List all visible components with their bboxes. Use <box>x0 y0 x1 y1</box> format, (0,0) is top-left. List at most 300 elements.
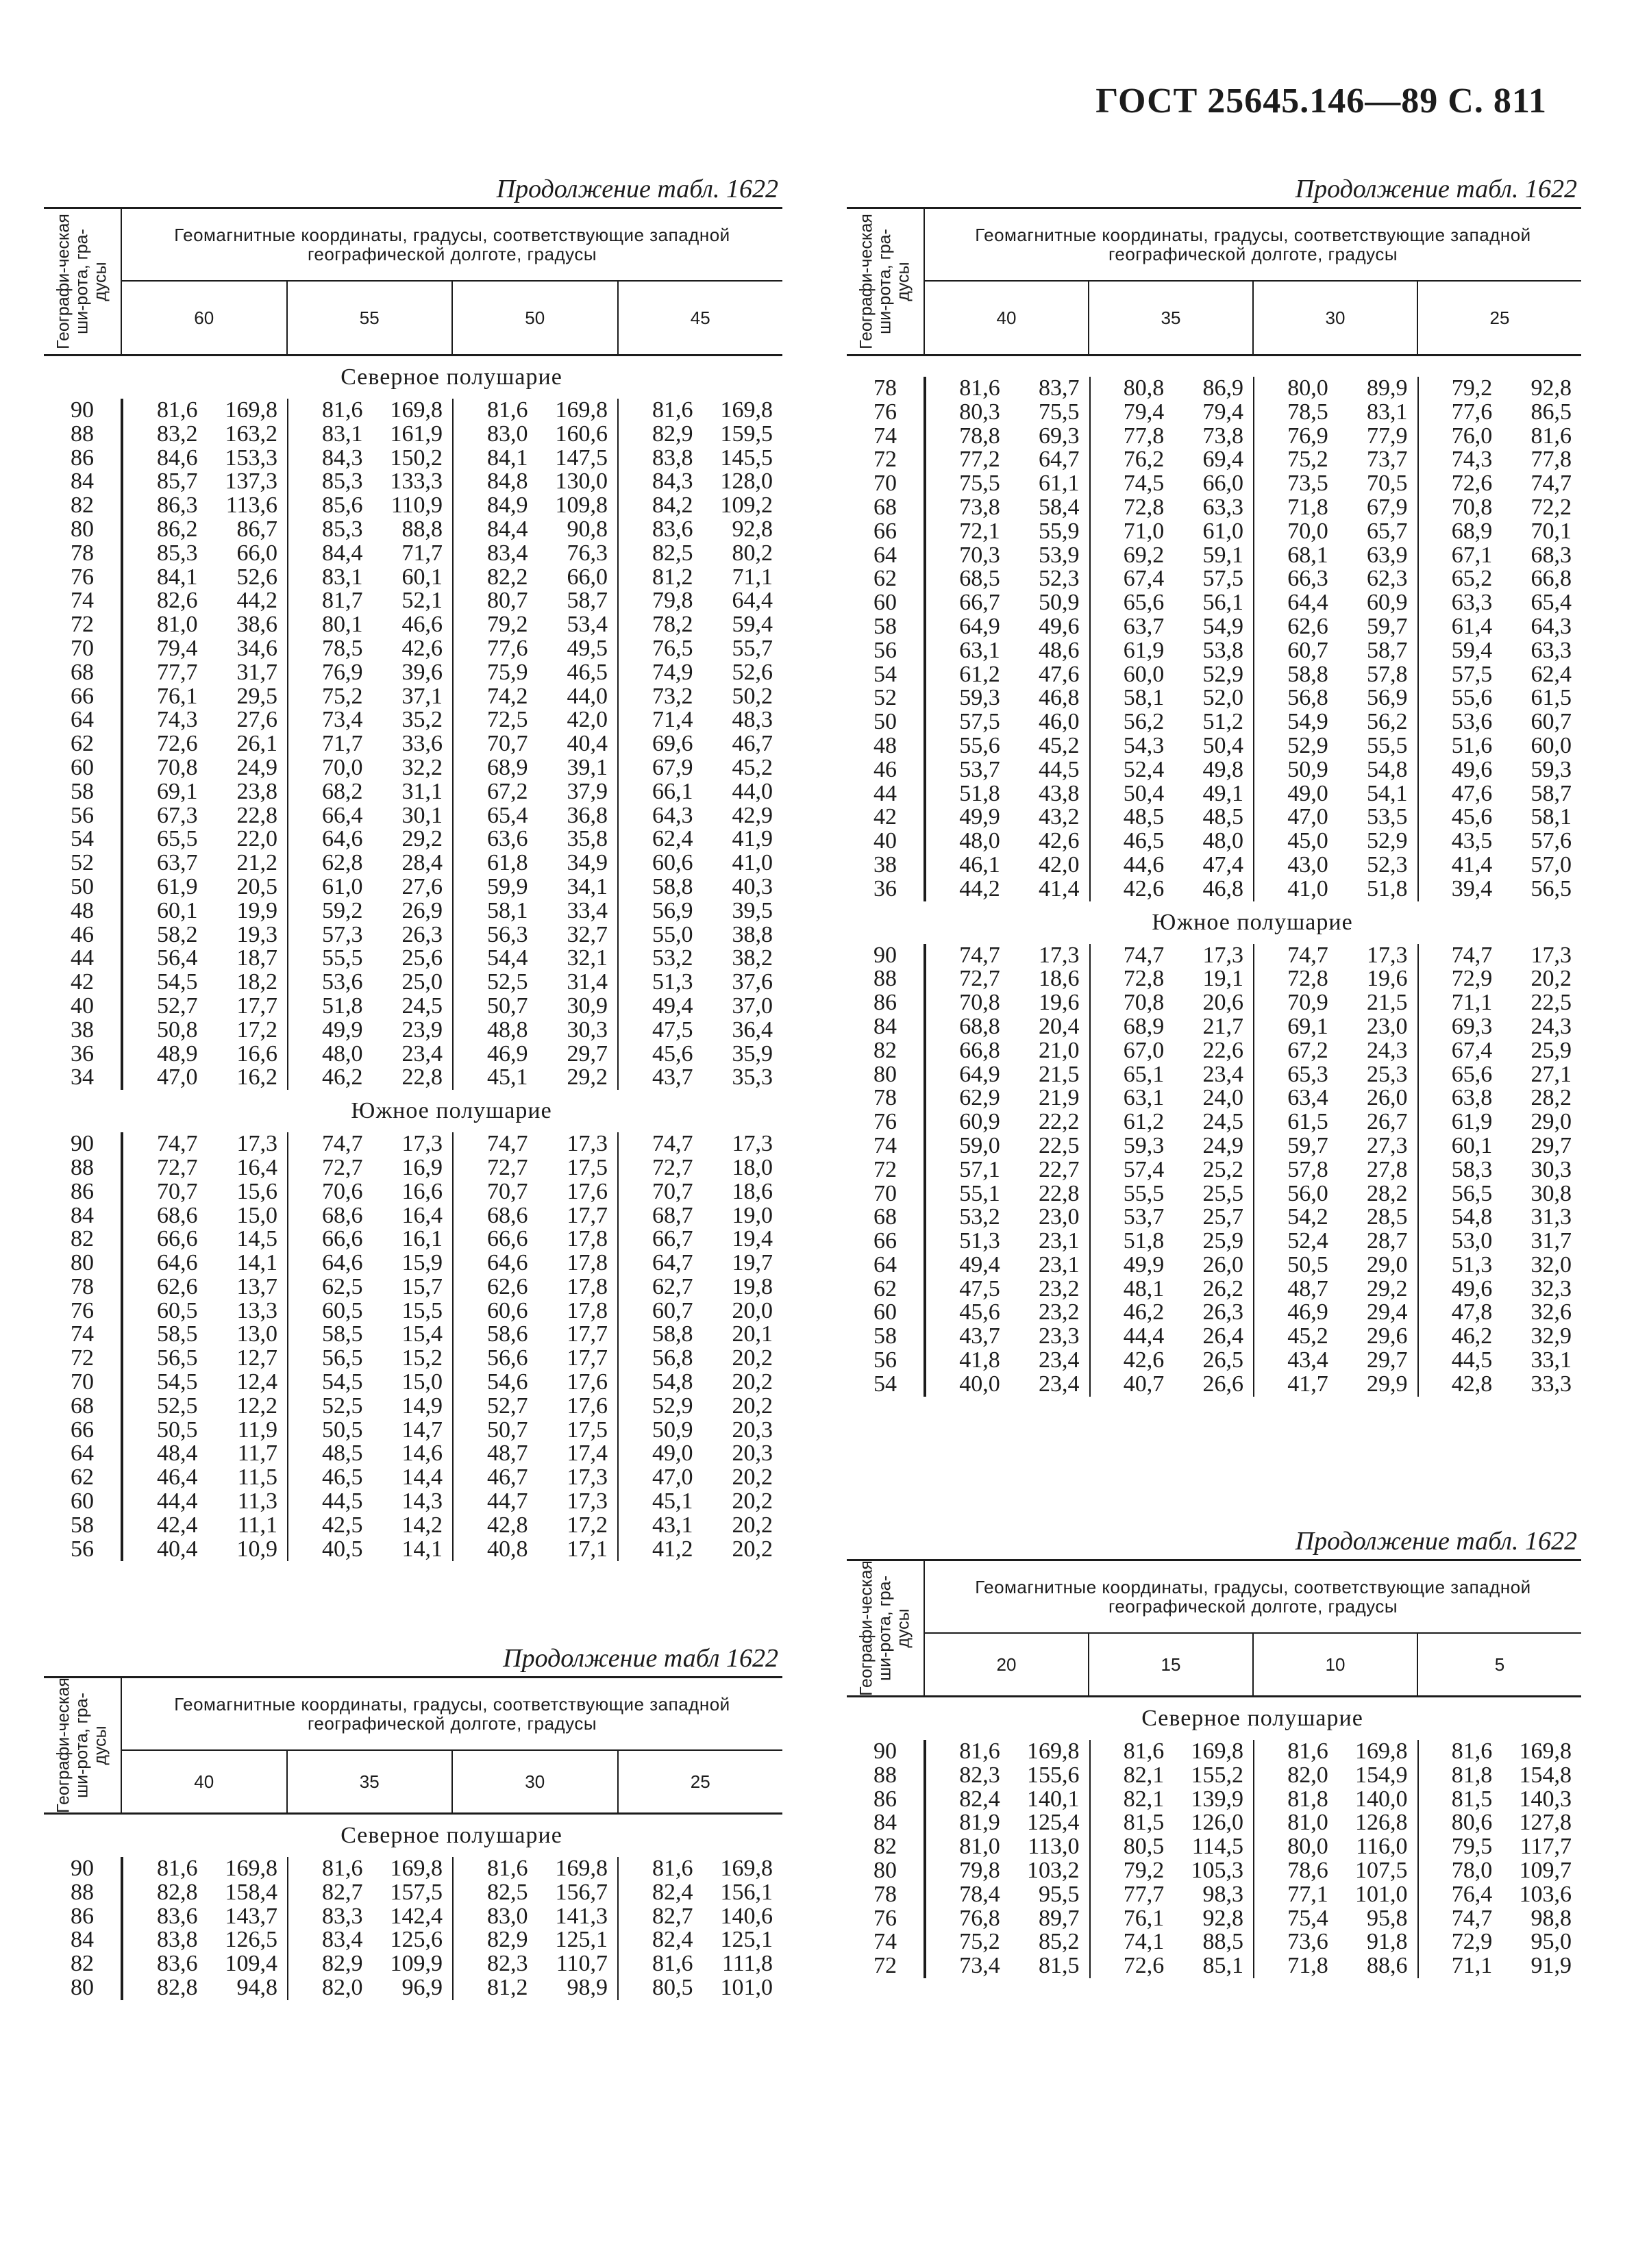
value-cell: 45,6 <box>652 1040 693 1067</box>
value-cell: 56,2 <box>1367 709 1408 735</box>
value-cell: 82,4 <box>959 1786 1000 1812</box>
value-cell: 82,0 <box>322 1974 363 2000</box>
value-cell: 58,6 <box>487 1321 528 1347</box>
value-cell: 56,1 <box>1202 590 1243 616</box>
latitude-header-cell <box>44 209 122 354</box>
value-cell: 53,4 <box>567 612 608 638</box>
value-column-40 <box>925 944 1089 1397</box>
latitude-cell: 80 <box>71 1974 94 2000</box>
value-cell: 45,1 <box>652 1488 693 1515</box>
value-cell: 82,8 <box>157 1974 198 2000</box>
value-cell: 34,1 <box>567 873 608 899</box>
value-cell: 64,7 <box>652 1250 693 1276</box>
value-cell: 53,7 <box>1123 1204 1165 1230</box>
latitude-column <box>847 377 925 901</box>
value-cell: 139,9 <box>1191 1786 1243 1812</box>
value-cell: 57,4 <box>1123 1156 1165 1182</box>
value-cell: 72,7 <box>157 1154 198 1180</box>
value-cell: 15,7 <box>401 1273 443 1299</box>
value-cell: 49,5 <box>567 635 608 661</box>
value-cell: 50,2 <box>732 683 773 709</box>
value-cell: 63,8 <box>1451 1085 1493 1111</box>
value-cell: 48,7 <box>487 1441 528 1467</box>
value-cell: 68,7 <box>652 1202 693 1228</box>
value-cell: 19,0 <box>732 1202 773 1228</box>
value-cell: 169,8 <box>720 1856 773 1881</box>
value-cell: 66,4 <box>322 802 363 828</box>
value-cell: 44,5 <box>1451 1347 1493 1373</box>
value-cell: 67,0 <box>1123 1037 1165 1063</box>
value-cell: 48,3 <box>732 707 773 733</box>
value-cell: 46,9 <box>1287 1299 1328 1325</box>
value-cell: 63,3 <box>1202 494 1243 520</box>
value-cell: 19,4 <box>732 1226 773 1252</box>
latitude-cell: 64 <box>873 1251 897 1278</box>
value-cell: 15,0 <box>236 1202 277 1228</box>
value-cell: 28,2 <box>1530 1085 1572 1111</box>
longitude-header-10: 10 <box>1252 1634 1417 1695</box>
value-cell: 58,3 <box>1451 1156 1493 1182</box>
value-cell: 27,1 <box>1530 1061 1572 1087</box>
latitude-cell: 70 <box>71 635 94 661</box>
value-cell: 113,0 <box>1028 1834 1080 1860</box>
value-cell: 43,2 <box>1039 804 1080 830</box>
value-cell: 13,0 <box>236 1321 277 1347</box>
value-cell: 46,2 <box>1451 1323 1493 1349</box>
longitude-header-35: 35 <box>1088 282 1252 354</box>
value-cell: 169,8 <box>720 397 773 423</box>
value-cell: 29,2 <box>567 1064 608 1091</box>
value-cell: 45,2 <box>1287 1323 1328 1349</box>
value-cell: 14,2 <box>401 1512 443 1538</box>
value-cell: 75,5 <box>1039 399 1080 425</box>
value-cell: 54,4 <box>487 945 528 971</box>
value-cell: 24,3 <box>1530 1013 1572 1039</box>
geomagnetic-longitude-column <box>203 1857 288 2000</box>
geomagnetic-longitude-column <box>1006 377 1089 901</box>
value-cell: 75,5 <box>959 471 1000 497</box>
value-cell: 110,9 <box>391 493 443 519</box>
value-cell: 77,9 <box>1367 423 1408 449</box>
value-cell: 56,4 <box>157 945 198 971</box>
value-cell: 83,0 <box>487 421 528 447</box>
value-column-55 <box>287 1132 452 1561</box>
value-cell: 79,4 <box>1202 399 1243 425</box>
value-cell: 11,9 <box>237 1417 277 1443</box>
value-cell: 82,7 <box>652 1903 693 1929</box>
value-cell: 20,3 <box>732 1417 773 1443</box>
value-cell: 29,2 <box>401 826 443 852</box>
value-cell: 26,2 <box>1202 1275 1243 1301</box>
latitude-cell: 54 <box>873 1371 897 1397</box>
value-cell: 86,9 <box>1202 375 1243 401</box>
value-cell: 26,0 <box>1367 1085 1408 1111</box>
value-cell: 81,6 <box>1123 1739 1165 1764</box>
value-cell: 77,2 <box>959 447 1000 473</box>
value-cell: 81,5 <box>1451 1786 1493 1812</box>
latitude-cell: 66 <box>71 683 94 709</box>
value-cell: 49,1 <box>1202 780 1243 806</box>
value-cell: 22,7 <box>1039 1156 1080 1182</box>
value-cell: 83,8 <box>652 445 693 471</box>
value-cell: 25,6 <box>401 945 443 971</box>
value-cell: 59,2 <box>322 897 363 923</box>
value-cell: 63,1 <box>1123 1085 1165 1111</box>
value-cell: 64,6 <box>322 1250 363 1276</box>
value-cell: 66,0 <box>567 564 608 590</box>
value-cell: 82,3 <box>487 1951 528 1977</box>
value-cell: 49,6 <box>1039 613 1080 639</box>
value-cell: 66,1 <box>652 778 693 804</box>
value-cell: 125,4 <box>1027 1810 1080 1836</box>
value-cell: 83,6 <box>157 1903 198 1929</box>
latitude-cell: 58 <box>873 1323 897 1349</box>
value-cell: 54,5 <box>157 969 198 995</box>
value-cell: 74,3 <box>1451 447 1493 473</box>
value-cell: 61,2 <box>1123 1109 1165 1135</box>
value-cell: 22,5 <box>1039 1132 1080 1158</box>
value-cell: 54,5 <box>322 1369 363 1395</box>
value-cell: 47,5 <box>652 1017 693 1043</box>
value-cell: 18,6 <box>1039 966 1080 992</box>
value-cell: 63,1 <box>959 637 1000 663</box>
latitude-header-label: Географи-ческая ши-рота, гра-дусы <box>53 1678 110 1813</box>
latitude-cell: 74 <box>873 423 897 449</box>
value-cell: 78,0 <box>1451 1857 1493 1883</box>
latitude-cell: 90 <box>71 1856 94 1881</box>
longitude-header-25: 25 <box>1417 282 1581 354</box>
value-cell: 22,0 <box>236 826 277 852</box>
value-cell: 67,9 <box>652 754 693 780</box>
value-cell: 84,3 <box>322 445 363 471</box>
value-cell: 84,1 <box>487 445 528 471</box>
value-cell: 73,4 <box>322 707 363 733</box>
latitude-header-label: Географи-ческая ши-рота, гра-дусы <box>53 214 110 349</box>
value-cell: 23,0 <box>1039 1204 1080 1230</box>
value-cell: 78,4 <box>959 1881 1000 1907</box>
value-cell: 69,2 <box>1123 542 1165 568</box>
value-cell: 95,0 <box>1530 1929 1572 1955</box>
value-cell: 72,7 <box>959 966 1000 992</box>
value-cell: 56,9 <box>652 897 693 923</box>
latitude-cell: 78 <box>873 1085 897 1111</box>
latitude-header-cell <box>44 1678 122 1812</box>
value-cell: 66,8 <box>1530 566 1572 592</box>
value-cell: 21,5 <box>1367 990 1408 1016</box>
value-cell: 72,6 <box>157 731 198 757</box>
value-cell: 158,4 <box>225 1879 277 1905</box>
value-cell: 64,9 <box>959 1061 1000 1087</box>
value-cell: 81,6 <box>1530 423 1572 449</box>
value-cell: 155,6 <box>1027 1762 1080 1788</box>
value-cell: 81,2 <box>487 1974 528 2000</box>
value-cell: 66,0 <box>236 540 277 566</box>
value-cell: 60,7 <box>652 1297 693 1323</box>
value-cell: 62,4 <box>1530 661 1572 687</box>
value-cell: 83,3 <box>322 1903 363 1929</box>
value-cell: 64,3 <box>652 802 693 828</box>
header-right <box>925 1561 1581 1695</box>
page-header: ГОСТ 25645.146—89 С. 811 <box>1095 82 1547 121</box>
value-cell: 53,2 <box>652 945 693 971</box>
value-cell: 98,3 <box>1202 1881 1243 1907</box>
value-cell: 52,4 <box>1287 1228 1328 1254</box>
value-cell: 169,8 <box>225 1856 277 1881</box>
value-cell: 83,4 <box>487 540 528 566</box>
value-cell: 62,7 <box>652 1273 693 1299</box>
value-cell: 46,7 <box>732 731 773 757</box>
value-cell: 41,0 <box>732 850 773 876</box>
value-cell: 71,1 <box>732 564 773 590</box>
value-cell: 68,6 <box>487 1202 528 1228</box>
geomagnetic-latitude-column <box>926 1740 1006 1978</box>
value-column-50 <box>452 1132 617 1561</box>
latitude-cell: 74 <box>71 588 94 614</box>
value-cell: 73,8 <box>959 494 1000 520</box>
value-cell: 49,6 <box>1451 1275 1493 1301</box>
header-right <box>122 1678 782 1812</box>
value-cell: 155,2 <box>1191 1762 1243 1788</box>
geomagnetic-latitude-column <box>926 944 1006 1397</box>
value-cell: 31,7 <box>1530 1228 1572 1254</box>
latitude-cell: 52 <box>873 685 897 711</box>
value-cell: 77,7 <box>1123 1881 1165 1907</box>
geomagnetic-latitude-column <box>288 1857 369 2000</box>
value-cell: 34,9 <box>567 850 608 876</box>
value-cell: 77,6 <box>487 635 528 661</box>
value-cell: 24,5 <box>1202 1109 1243 1135</box>
latitude-cell: 58 <box>71 778 94 804</box>
value-cell: 74,7 <box>1530 471 1572 497</box>
value-cell: 169,8 <box>1191 1739 1243 1764</box>
value-cell: 96,9 <box>401 1974 443 2000</box>
geomagnetic-longitude-column <box>699 1857 783 2000</box>
value-cell: 46,9 <box>487 1040 528 1067</box>
value-cell: 63,6 <box>487 826 528 852</box>
latitude-cell: 58 <box>71 1512 94 1538</box>
value-column-60 <box>122 399 287 1090</box>
value-cell: 76,3 <box>567 540 608 566</box>
value-cell: 65,6 <box>1451 1061 1493 1087</box>
value-cell: 41,8 <box>959 1347 1000 1373</box>
value-cell: 40,4 <box>157 1536 198 1562</box>
value-cell: 19,9 <box>236 897 277 923</box>
value-cell: 85,6 <box>322 493 363 519</box>
table-1622-part-40-25-north <box>44 1641 782 2000</box>
value-cell: 153,3 <box>225 445 277 471</box>
value-cell: 110,7 <box>556 1951 608 1977</box>
geomagnetic-latitude-column <box>1419 1740 1498 1978</box>
value-cell: 66,3 <box>1287 566 1328 592</box>
value-cell: 81,6 <box>157 397 198 423</box>
value-cell: 88,6 <box>1367 1953 1408 1979</box>
latitude-cell: 66 <box>873 1228 897 1254</box>
value-cell: 39,1 <box>567 754 608 780</box>
value-cell: 56,2 <box>1123 709 1165 735</box>
value-cell: 157,5 <box>390 1879 443 1905</box>
value-cell: 56,0 <box>1287 1180 1328 1206</box>
value-cell: 12,2 <box>236 1393 277 1419</box>
header-title: Геомагнитные координаты, градусы, соответствующие западной географической долготе, градусы <box>122 209 782 282</box>
value-cell: 98,9 <box>567 1974 608 2000</box>
value-cell: 69,1 <box>157 778 198 804</box>
geomagnetic-latitude-column <box>454 1132 534 1561</box>
header-title: Геомагнитные координаты, градусы, соответствующие западной географической долготе, градусы <box>925 209 1581 282</box>
value-cell: 83,1 <box>322 421 363 447</box>
value-cell: 81,0 <box>1287 1810 1328 1836</box>
value-cell: 57,8 <box>1287 1156 1328 1182</box>
value-cell: 70,8 <box>1451 494 1493 520</box>
value-cell: 19,8 <box>732 1273 773 1299</box>
value-cell: 41,4 <box>1451 851 1493 877</box>
latitude-cell: 68 <box>71 1393 94 1419</box>
value-cell: 62,6 <box>157 1273 198 1299</box>
value-cell: 68,6 <box>157 1202 198 1228</box>
longitude-header-row <box>122 282 782 354</box>
value-cell: 61,5 <box>1530 685 1572 711</box>
latitude-cell: 68 <box>71 659 94 685</box>
value-cell: 76,0 <box>1451 423 1493 449</box>
value-cell: 38,2 <box>732 945 773 971</box>
value-cell: 63,9 <box>1367 542 1408 568</box>
value-cell: 64,9 <box>959 613 1000 639</box>
value-cell: 68,9 <box>487 754 528 780</box>
value-column-25 <box>617 1857 782 2000</box>
value-cell: 48,4 <box>157 1441 198 1467</box>
value-cell: 17,8 <box>567 1226 608 1252</box>
value-cell: 61,5 <box>1287 1109 1328 1135</box>
latitude-cell: 84 <box>71 1927 94 1953</box>
value-cell: 17,3 <box>567 1488 608 1515</box>
value-cell: 18,7 <box>236 945 277 971</box>
latitude-cell: 84 <box>71 1202 94 1228</box>
latitude-cell: 60 <box>873 1299 897 1325</box>
latitude-cell: 48 <box>71 897 94 923</box>
value-cell: 68,1 <box>1287 542 1328 568</box>
geomagnetic-longitude-column <box>1498 944 1581 1397</box>
value-cell: 19,1 <box>1202 966 1243 992</box>
value-cell: 40,3 <box>732 873 773 899</box>
value-cell: 111,8 <box>722 1951 773 1977</box>
value-cell: 82,1 <box>1123 1762 1165 1788</box>
geomagnetic-latitude-column <box>288 1132 369 1561</box>
value-cell: 92,8 <box>1202 1905 1243 1931</box>
value-cell: 109,4 <box>225 1951 277 1977</box>
value-cell: 59,9 <box>487 873 528 899</box>
value-cell: 43,7 <box>652 1064 693 1091</box>
latitude-cell: 36 <box>71 1040 94 1067</box>
value-cell: 64,3 <box>1530 613 1572 639</box>
value-cell: 142,4 <box>390 1903 443 1929</box>
latitude-cell: 72 <box>873 1953 897 1979</box>
value-cell: 42,5 <box>322 1512 363 1538</box>
value-cell: 53,2 <box>959 1204 1000 1230</box>
value-cell: 80,0 <box>1287 375 1328 401</box>
value-cell: 75,2 <box>322 683 363 709</box>
value-cell: 47,6 <box>1451 780 1493 806</box>
longitude-header-60: 60 <box>194 307 214 328</box>
value-cell: 43,1 <box>652 1512 693 1538</box>
value-cell: 77,6 <box>1451 399 1493 425</box>
value-cell: 84,2 <box>652 493 693 519</box>
value-cell: 50,4 <box>1202 732 1243 758</box>
latitude-cell: 80 <box>873 1857 897 1883</box>
value-cell: 15,2 <box>401 1345 443 1371</box>
value-cell: 45,2 <box>732 754 773 780</box>
value-column-30 <box>1253 944 1417 1397</box>
value-cell: 84,8 <box>487 469 528 495</box>
value-cell: 41,4 <box>1039 875 1080 901</box>
latitude-cell: 62 <box>71 731 94 757</box>
value-cell: 76,4 <box>1451 1881 1493 1907</box>
value-cell: 43,4 <box>1287 1347 1328 1373</box>
latitude-cell: 76 <box>873 1905 897 1931</box>
value-cell: 14,5 <box>236 1226 277 1252</box>
value-cell: 79,8 <box>959 1857 1000 1883</box>
table-caption: Продолжение табл 1622 <box>503 1644 778 1673</box>
value-cell: 74,7 <box>487 1131 528 1157</box>
value-cell: 60,5 <box>322 1297 363 1323</box>
latitude-cell: 86 <box>873 990 897 1016</box>
value-cell: 18,6 <box>732 1178 773 1204</box>
value-cell: 72,2 <box>1530 494 1572 520</box>
value-cell: 17,3 <box>1202 942 1243 968</box>
value-cell: 17,5 <box>567 1417 608 1443</box>
value-cell: 60,6 <box>652 850 693 876</box>
value-cell: 43,0 <box>1287 851 1328 877</box>
value-cell: 89,7 <box>1039 1905 1080 1931</box>
value-cell: 50,5 <box>157 1417 198 1443</box>
value-cell: 42,0 <box>1039 851 1080 877</box>
value-column-50 <box>452 399 617 1090</box>
value-cell: 25,3 <box>1367 1061 1408 1087</box>
value-cell: 31,7 <box>236 659 277 685</box>
value-cell: 125,1 <box>720 1927 773 1953</box>
value-cell: 68,9 <box>1123 1013 1165 1039</box>
value-cell: 57,5 <box>959 709 1000 735</box>
value-cell: 61,0 <box>322 873 363 899</box>
value-cell: 76,1 <box>1123 1905 1165 1931</box>
value-cell: 58,4 <box>1039 494 1080 520</box>
value-cell: 25,9 <box>1530 1037 1572 1063</box>
value-cell: 48,5 <box>322 1441 363 1467</box>
value-cell: 105,3 <box>1191 1857 1243 1883</box>
value-cell: 91,9 <box>1530 1953 1572 1979</box>
value-cell: 35,2 <box>401 707 443 733</box>
value-cell: 55,9 <box>1039 518 1080 544</box>
value-cell: 43,7 <box>959 1323 1000 1349</box>
value-cell: 80,0 <box>1287 1834 1328 1860</box>
value-cell: 39,6 <box>401 659 443 685</box>
value-cell: 30,3 <box>1530 1156 1572 1182</box>
value-cell: 48,5 <box>1202 804 1243 830</box>
value-cell: 26,0 <box>1202 1251 1243 1278</box>
value-cell: 24,3 <box>1367 1037 1408 1063</box>
value-cell: 22,8 <box>1039 1180 1080 1206</box>
value-cell: 54,9 <box>1287 709 1328 735</box>
geomagnetic-latitude-column <box>1091 944 1170 1397</box>
value-cell: 51,3 <box>959 1228 1000 1254</box>
value-cell: 61,2 <box>959 661 1000 687</box>
value-cell: 14,4 <box>401 1465 443 1491</box>
data-grid <box>44 1132 782 1561</box>
value-cell: 68,3 <box>1530 542 1572 568</box>
latitude-cell: 62 <box>873 1275 897 1301</box>
geomagnetic-latitude-column <box>454 399 534 1090</box>
value-cell: 76,9 <box>1287 423 1328 449</box>
geomagnetic-longitude-column <box>203 1132 288 1561</box>
value-cell: 81,9 <box>959 1810 1000 1836</box>
